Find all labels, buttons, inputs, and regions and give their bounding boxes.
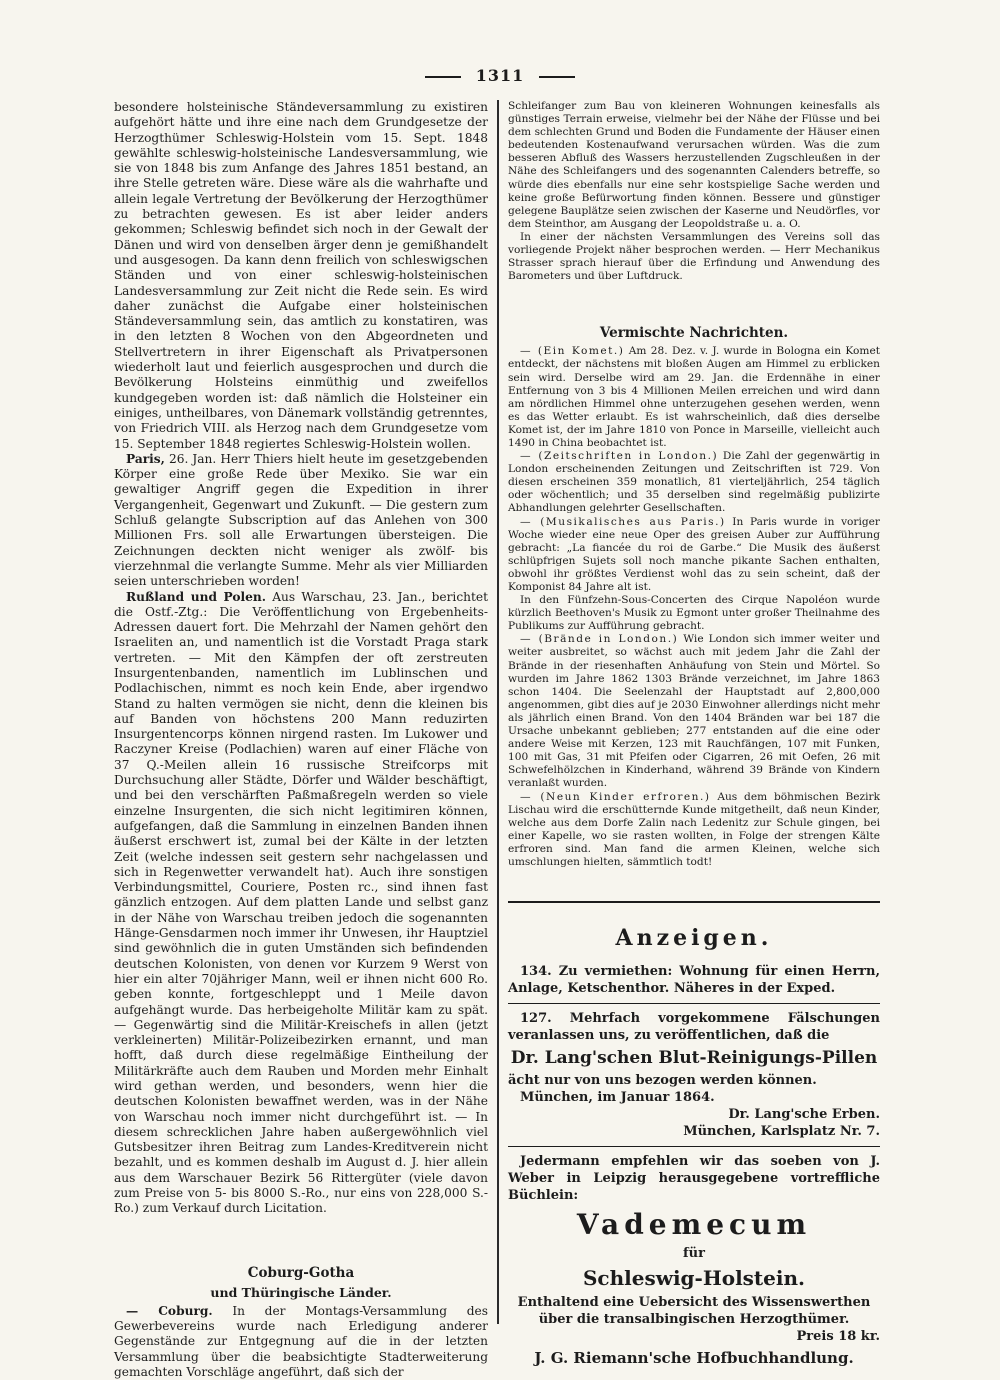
paris-text: 26. Jan. Herr Thiers hielt heute im gesetzgebenden Körper eine große Rede über Mexiko. Sie war ein gewaltiger Angriff gegen die Expedition in ihrer Vergangenheit, Gegenwart und Zukunft. — Die gestern zum Schluß gelangte Subscription auf das Anlehen von 300 Millionen Frs. soll alle Erwartungen übersteigen. Die Zeichnungen deckten nicht weniger als zwölf- bis vierzehnmal die verlangte Summe. Mehr als vier Milliarden seien unterschrieben worden!: [114, 451, 489, 589]
ad-book-intro: Jedermann empfehlen wir das soeben von J. Weber in Leipzig herausgegebene vortreffliche Büchlein:: [508, 1154, 880, 1204]
ad-pills: [508, 1010, 880, 1140]
paris-lead: Paris,: [126, 451, 165, 466]
fires-lead: — (Brände in London.): [520, 633, 679, 646]
journals-article: [508, 450, 880, 515]
misc-news-title: Vermischte Nachrichten.: [599, 325, 789, 342]
ad-book-seller: J. G. Riemann'sche Hofbuchhandlung.: [534, 1349, 854, 1368]
journals-lead: — (Zeitschriften in London.): [520, 450, 719, 463]
coburg-lead: — Coburg.: [126, 1303, 213, 1318]
coburg-title: Coburg-Gotha: [247, 1264, 355, 1281]
schleifanger-paragraph: Schleifanger zum Bau von kleineren Wohnungen keinesfalls als günstiges Terrain erweise, vielmehr bei der Nähe der Flüsse und bei dem schlechten Grund und Boden die Fundamente der Häuser einen bedeutenden Kostenaufwand verursachen würden. Was die zum besseren Abfluß des Wassers herzustellenden Zugschleußen in der Nähe des Schleifangers und des sogenannten Calenders betreffe, so würde dies ebenfalls nur eine sehr kostspielige Sache werden und keine große Befürwortung finden können. Bessere und günstiger gelegene Bauplätze seien zwischen der Kaserne und Neudörfles, vor dem Steinthor, am Ausgang der Leopoldstraße u. a. O.: [508, 100, 880, 230]
right-column: [508, 100, 880, 1368]
music-article: [508, 516, 880, 595]
ad-rule: [508, 1003, 880, 1004]
comet-text: Am 28. Dez. v. J. wurde in Bologna ein Komet entdeckt, der nächstens mit bloßen Augen am Himmel zu erblicken sein wird. Derselbe wird am 29. Jan. die Erdennähe in einer Entfernung von 3 bis 4 Millionen Meilen erreichen und wird dann am nördlichen Himmel ohne unterzugehen gesehen werden, wenn es das Wetter erlaubt. Es ist wahrscheinlich, daß dies derselbe Komet ist, der im Jahre 1810 von Ponce in Marseille, vielleicht auch 1490 in China beobachtet ist.: [508, 345, 880, 449]
ad-book-title: Vademecum: [576, 1208, 812, 1242]
bleed-through-area: [508, 869, 880, 895]
bleed-through-area: [508, 283, 880, 317]
ad-pills-signature: Dr. Lang'sche Erben.: [728, 1107, 880, 1123]
ad-apartment: [508, 963, 880, 997]
ad-rule: [508, 1146, 880, 1147]
left-column: [114, 100, 489, 1379]
ad-pills-product: Dr. Lang'schen Blut-Reinigungs-Pillen: [510, 1048, 878, 1069]
header-rule-left: [425, 76, 461, 78]
children-lead: — (Neun Kinder erfroren.): [520, 790, 711, 803]
ad-pills-text: ächt nur von uns bezogen werden können.: [508, 1073, 817, 1089]
music-text: In Paris wurde in voriger Woche wieder eine neue Oper des greisen Auber zur Aufführung gebracht: „La fiancée du roi de Garbe.“ Die Musik des äußerst schlüpfrigen Sujets soll noch manche pikante Sachen enthalten, obwohl ihr größtes Verdienst wohl das zu sein scheint, daß der Komponist 84 Jahre alt ist.: [508, 515, 880, 593]
coburg-text: In der Montags-Versammlung des Gewerbevereins wurde nach Erledigung anderer Gegenstände zur Entgegnung auf die in der letzten Versammlung über die beabsichtigte Stadterweiterung gemachten Vorschläge angeführt, daß sich der: [114, 1303, 489, 1379]
ad-book-description: Enthaltend eine Uebersicht des Wissenswerthen über die transalbingischen Herzogthümer.: [517, 1295, 871, 1328]
ad-pills-intro: 127. Mehrfach vorgekommene Fälschungen veranlassen uns, zu veröffentlichen, daß die: [508, 1011, 880, 1044]
comet-lead: — (Ein Komet.): [520, 345, 625, 358]
page-header: [0, 66, 1000, 85]
section-rule: [508, 901, 880, 903]
page-number: 1311: [475, 66, 525, 85]
ad-book-fuer: für: [683, 1246, 705, 1262]
fires-text: Wie London sich immer weiter und weiter ausbreitet, so wächst auch mit jedem Jahr die Zahl der Brände in der riesenhaften Anhäufung von Stein und Mörtel. So wurden im Jahre 1862 1303 Brände verzeichnet, im Jahre 1863 schon 1404. Die Seelenzahl der Hauptstadt auf 2,800,000 angenommen, gibt dies auf je 2030 Einwohner allerdings nicht mehr als jährlich einen Brand. Von den 1404 Bränden war bei 187 die Ursache unbekannt geblieben; 277 entstanden auf die eine oder andere Weise mit Kerzen, 123 mit Rauchfängen, 107 mit Funken, 100 mit Gas, 31 mit Pfeifen oder Cigarren, 26 mit Oefen, 26 mit Schwefelhölzchen in Kinderhand, während 39 Brände von Kindern veranlaßt wurden.: [508, 633, 880, 790]
ad-book: [508, 1153, 880, 1367]
russia-article: [114, 590, 488, 1217]
ad-pills-place: München, im Januar 1864.: [520, 1090, 715, 1106]
coburg-article: [114, 1304, 488, 1380]
column-divider: [497, 100, 499, 1324]
header-rule-right: [539, 76, 575, 78]
journals-text: Die Zahl der gegenwärtig in London erscheinenden Zeitungen und Zeitschriften ist 729. Von diesen erscheinen 359 monatlich, 81 vierteljährlich, 254 täglich oder wöchentlich; und 35 derselben sind regelmäßig publizirte Abhandlungen gelehrter Gesellschaften.: [508, 450, 880, 515]
holstein-paragraph: besondere holsteinische Ständeversammlung zu existiren aufgehört hätte und ihre eine nach dem Grundgesetze der Herzogthümer Schleswig-Holstein vom 15. Sept. 1848 gewählte schleswig-holsteinische Landesversammlung, wie sie von 1848 bis zum Anfange des Jahres 1851 bestand, an ihre Stelle getreten wäre. Diese wäre als die wahrhafte und allein legale Vertretung der Bevölkerung der Herzogthümer zu betrachten gewesen. Es ist aber leider anders gekommen; Schleswig befindet sich noch in der Gewalt der Dänen und wird von denselben ärger denn je gemißhandelt und ausgesogen. Da kann denn freilich von schleswigschen Ständen und von einer schleswig-holsteinischen Landesversammlung zur Zeit nicht die Rede sein. Es wird daher zunächst die Aufgabe einer holsteinischen Ständeversammlung sein, das amtlich zu konstatiren, was in den letzten 8 Wochen von den Abgeordneten und Stellvertretern in ihrer Eigenschaft als Privatpersonen wiederholt laut und feierlich ausgesprochen und durch die Bevölkerung Holsteins einmüthig und zweifellos kundgegeben worden ist: daß nämlich die Holsteiner ein einiges, untheilbares, von Dänemark vollständig getrenntes, von Friedrich VIII. als Herzog nach dem Grundgesetze vom 15. September 1848 regiertes Schleswig-Holstein wollen.: [114, 100, 488, 451]
fires-article: [508, 633, 880, 790]
children-text: Aus dem böhmischen Bezirk Lischau wird die erschütternde Kunde mitgetheilt, daß neun Kinder, welche aus dem Dorfe Zalin nach Ledenitz zur Schule gingen, bei einer Kapelle, wo sie rasten wollten, in Folge der strengen Kälte erfroren sind. Man fand die armen Kleinen, welche sich umschlungen hielten, sämmtlich todt!: [508, 790, 880, 868]
ad-book-subject: Schleswig-Holstein.: [582, 1266, 805, 1291]
ad-pills-address: München, Karlsplatz Nr. 7.: [683, 1124, 880, 1140]
bleed-through-area: [114, 1217, 488, 1257]
comet-article: [508, 345, 880, 450]
russia-lead: Rußland und Polen.: [126, 589, 267, 604]
children-article: [508, 791, 880, 870]
ads-title: Anzeigen.: [615, 925, 773, 952]
russia-text: Aus Warschau, 23. Jan., berichtet die Ostf.-Ztg.: Die Veröffentlichung von Ergebenheits-Adressen dauert fort. Die Mehrzahl der Namen gehört den Israeliten an, und namentlich ist die Vorstadt Praga stark vertreten. — Mit den Kämpfen der oft zerstreuten Insurgentenbanden, namentlich im Lublinschen und Podlachischen, nimmt es noch kein Ende, aber irgendwo Stand zu halten vermögen sie nicht, denn die kleinen bis auf Banden von höchstens 200 Mann reduzirten Insurgentencorps können nirgend rasten. Im Lukower und Raczyner Kreise (Podlachien) waren auf einer Fläche von 37 Q.-Meilen allein 16 russische Streifcorps mit Durchsuchung aller Städte, Dörfer und Wälder beschäftigt, und bei den verschärften Paßmaßregeln werden so viele einzelne Insurgenten, die sich nicht legitimiren können, aufgefangen, daß die Sammlung in einzelnen Banden ihnen äußerst erschwert ist, zumal bei der Kälte in der letzten Zeit (welche indessen seit gestern sehr nachgelassen und sich in Regenwetter verwandelt hat). Auch ihre sonstigen Verbindungsmittel, Couriere, Posten rc., sind ihnen fast gänzlich entzogen. Auf dem platten Lande und selbst ganz in der Nähe von Warschau treiben jedoch die sogenannten Hänge-Gensdarmen noch immer ihr Unwesen, ihr Hauptziel sind gewöhnlich die in guten Umständen sich befindenden deutschen Kolonisten, von denen vor Kurzem 9 Werst von hier ein alter 70jähriger Mann, weil er ihnen nicht 600 Ro. geben konnte, fortgeschleppt und 1 Meile davon aufgehängt wurde. Das herbeigeholte Militär kam zu spät. — Gegenwärtig sind die Militär-Kreischefs in allen (jetzt verkleinerten) Militär-Polizeibezirken ernannt, und man hofft, daß durch diese regelmäßige Eintheilung der Militärkräfte auch dem Rauben und Morden mehr Einhalt wird gethan werden, und besonders, wenn hier die deutschen Kolonisten bewaffnet werden, was in der Nähe von Warschau noch immer nicht durchgeführt ist. — In diesem schrecklichen Jahre haben außergewöhnlich viel Gutsbesitzer ihren Beitrag zum Landes-Kreditverein nicht bezahlt, und es kommen deshalb im August d. J. hier allein aus dem Warschauer Bezirk 56 Rittergüter (viele davon zum Preise von 5- bis 8000 S.-Ro., nur eins von 228,000 S.-Ro.) zum Verkauf durch Licitation.: [114, 589, 489, 1216]
ad-apartment-text: 134. Zu vermiethen: Wohnung für einen Herrn, Anlage, Ketschenthor. Näheres in der Exped.: [508, 964, 880, 997]
coburg-subtitle: und Thüringische Länder.: [210, 1284, 392, 1300]
music-lead: — (Musikalisches aus Paris.): [520, 515, 726, 528]
music-article-2: In den Fünfzehn-Sous-Concerten des Cirque Napoléon wurde kürzlich Beethoven's Musik zu Egmont unter großer Theilnahme des Publikums zur Aufführung gebracht.: [508, 594, 880, 633]
ad-book-price: Preis 18 kr.: [796, 1329, 880, 1345]
meeting-paragraph: In einer der nächsten Versammlungen des Vereins soll das vorliegende Projekt näher besprochen werden. — Herr Mechanikus Strasser sprach hierauf über die Erfindung und Anwendung des Barometers und über Luftdruck.: [508, 230, 880, 283]
paris-article: [114, 452, 488, 590]
